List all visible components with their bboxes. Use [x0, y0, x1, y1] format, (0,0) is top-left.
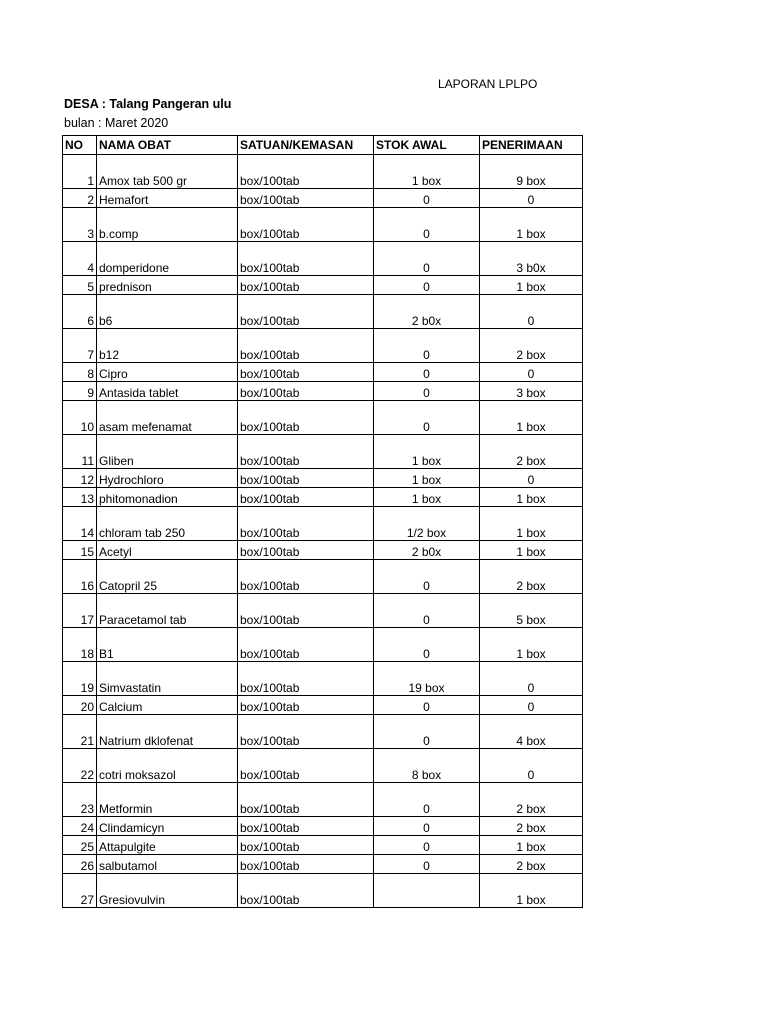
cell-satuan: box/100tab — [238, 488, 374, 507]
cell-satuan: box/100tab — [238, 435, 374, 469]
table-row — [63, 295, 583, 329]
cell-stok-awal: 0 — [374, 783, 480, 817]
cell-penerimaan: 1 box — [480, 541, 583, 560]
cell-stok-awal — [374, 874, 480, 908]
cell-no: 18 — [63, 628, 97, 662]
cell-no: 27 — [63, 874, 97, 908]
cell-satuan: box/100tab — [238, 189, 374, 208]
cell-no: 8 — [63, 363, 97, 382]
cell-penerimaan: 1 box — [480, 488, 583, 507]
cell-penerimaan: 1 box — [480, 401, 583, 435]
cell-nama-obat: Antasida tablet — [97, 382, 238, 401]
cell-no: 9 — [63, 382, 97, 401]
cell-satuan: box/100tab — [238, 874, 374, 908]
cell-nama-obat: b12 — [97, 329, 238, 363]
cell-stok-awal: 0 — [374, 560, 480, 594]
cell-nama-obat: Calcium — [97, 696, 238, 715]
table-row — [63, 817, 583, 836]
cell-penerimaan: 0 — [480, 189, 583, 208]
table-row — [63, 749, 583, 783]
cell-stok-awal: 0 — [374, 855, 480, 874]
cell-nama-obat: B1 — [97, 628, 238, 662]
cell-penerimaan: 1 box — [480, 507, 583, 541]
column-header-penerimaan: PENERIMAAN — [480, 136, 583, 155]
cell-nama-obat: prednison — [97, 276, 238, 295]
cell-stok-awal: 0 — [374, 715, 480, 749]
cell-penerimaan: 0 — [480, 749, 583, 783]
cell-satuan: box/100tab — [238, 749, 374, 783]
cell-satuan: box/100tab — [238, 208, 374, 242]
cell-satuan: box/100tab — [238, 276, 374, 295]
cell-stok-awal: 0 — [374, 363, 480, 382]
cell-satuan: box/100tab — [238, 155, 374, 189]
table-row — [63, 469, 583, 488]
table-row — [63, 382, 583, 401]
cell-nama-obat: Natrium dklofenat — [97, 715, 238, 749]
cell-stok-awal: 0 — [374, 836, 480, 855]
cell-nama-obat: Simvastatin — [97, 662, 238, 696]
column-header-satuan: SATUAN/KEMASAN — [238, 136, 374, 155]
cell-penerimaan: 1 box — [480, 208, 583, 242]
cell-penerimaan: 0 — [480, 696, 583, 715]
cell-stok-awal: 0 — [374, 208, 480, 242]
table-header-row — [63, 136, 583, 155]
cell-nama-obat: Hydrochloro — [97, 469, 238, 488]
cell-no: 1 — [63, 155, 97, 189]
cell-no: 11 — [63, 435, 97, 469]
column-header-nama-obat: NAMA OBAT — [97, 136, 238, 155]
cell-no: 5 — [63, 276, 97, 295]
cell-no: 4 — [63, 242, 97, 276]
table-row — [63, 363, 583, 382]
table-row — [63, 488, 583, 507]
cell-stok-awal: 0 — [374, 329, 480, 363]
cell-stok-awal: 1 box — [374, 435, 480, 469]
cell-nama-obat: chloram tab 250 — [97, 507, 238, 541]
cell-penerimaan: 2 box — [480, 435, 583, 469]
table-row — [63, 242, 583, 276]
cell-satuan: box/100tab — [238, 594, 374, 628]
cell-nama-obat: cotri moksazol — [97, 749, 238, 783]
cell-no: 6 — [63, 295, 97, 329]
table-row — [63, 541, 583, 560]
cell-no: 24 — [63, 817, 97, 836]
cell-nama-obat: Attapulgite — [97, 836, 238, 855]
cell-penerimaan: 1 box — [480, 628, 583, 662]
table-row — [63, 329, 583, 363]
cell-penerimaan: 2 box — [480, 817, 583, 836]
cell-penerimaan: 3 b0x — [480, 242, 583, 276]
table-row — [63, 507, 583, 541]
cell-nama-obat: Clindamicyn — [97, 817, 238, 836]
cell-nama-obat: b6 — [97, 295, 238, 329]
cell-stok-awal: 0 — [374, 628, 480, 662]
cell-nama-obat: domperidone — [97, 242, 238, 276]
cell-penerimaan: 1 box — [480, 874, 583, 908]
cell-penerimaan: 9 box — [480, 155, 583, 189]
cell-stok-awal: 0 — [374, 594, 480, 628]
cell-satuan: box/100tab — [238, 628, 374, 662]
cell-penerimaan: 2 box — [480, 560, 583, 594]
cell-nama-obat: phitomonadion — [97, 488, 238, 507]
cell-penerimaan: 4 box — [480, 715, 583, 749]
cell-stok-awal: 1/2 box — [374, 507, 480, 541]
cell-satuan: box/100tab — [238, 401, 374, 435]
cell-penerimaan: 2 box — [480, 855, 583, 874]
cell-nama-obat: salbutamol — [97, 855, 238, 874]
cell-nama-obat: asam mefenamat — [97, 401, 238, 435]
table-row — [63, 435, 583, 469]
cell-satuan: box/100tab — [238, 836, 374, 855]
cell-satuan: box/100tab — [238, 295, 374, 329]
table-row — [63, 276, 583, 295]
cell-nama-obat: Gliben — [97, 435, 238, 469]
table-row — [63, 594, 583, 628]
cell-no: 3 — [63, 208, 97, 242]
cell-penerimaan: 2 box — [480, 783, 583, 817]
column-header-no: NO — [63, 136, 97, 155]
table-row — [63, 208, 583, 242]
cell-nama-obat: Hemafort — [97, 189, 238, 208]
cell-nama-obat: Paracetamol tab — [97, 594, 238, 628]
cell-no: 17 — [63, 594, 97, 628]
column-header-stok-awal: STOK AWAL — [374, 136, 480, 155]
month-label: bulan : Maret 2020 — [64, 116, 169, 130]
cell-satuan: box/100tab — [238, 507, 374, 541]
cell-no: 7 — [63, 329, 97, 363]
cell-penerimaan: 2 box — [480, 329, 583, 363]
cell-satuan: box/100tab — [238, 329, 374, 363]
cell-penerimaan: 0 — [480, 363, 583, 382]
table-row — [63, 155, 583, 189]
cell-stok-awal: 0 — [374, 696, 480, 715]
cell-satuan: box/100tab — [238, 541, 374, 560]
cell-stok-awal: 19 box — [374, 662, 480, 696]
cell-nama-obat: Cipro — [97, 363, 238, 382]
cell-nama-obat: Acetyl — [97, 541, 238, 560]
table-row — [63, 696, 583, 715]
cell-no: 20 — [63, 696, 97, 715]
report-title: LAPORAN LPLPO — [438, 77, 538, 91]
cell-satuan: box/100tab — [238, 469, 374, 488]
cell-stok-awal: 0 — [374, 276, 480, 295]
cell-satuan: box/100tab — [238, 560, 374, 594]
cell-no: 13 — [63, 488, 97, 507]
cell-no: 15 — [63, 541, 97, 560]
cell-stok-awal: 1 box — [374, 488, 480, 507]
cell-stok-awal: 2 b0x — [374, 541, 480, 560]
table-row — [63, 783, 583, 817]
table-row — [63, 836, 583, 855]
cell-stok-awal: 0 — [374, 382, 480, 401]
cell-no: 19 — [63, 662, 97, 696]
cell-no: 16 — [63, 560, 97, 594]
cell-satuan: box/100tab — [238, 662, 374, 696]
cell-satuan: box/100tab — [238, 783, 374, 817]
cell-stok-awal: 0 — [374, 817, 480, 836]
cell-nama-obat: Catopril 25 — [97, 560, 238, 594]
cell-penerimaan: 0 — [480, 469, 583, 488]
cell-penerimaan: 5 box — [480, 594, 583, 628]
cell-no: 2 — [63, 189, 97, 208]
cell-satuan: box/100tab — [238, 242, 374, 276]
cell-penerimaan: 1 box — [480, 276, 583, 295]
table-row — [63, 715, 583, 749]
cell-stok-awal: 8 box — [374, 749, 480, 783]
cell-stok-awal: 1 box — [374, 469, 480, 488]
cell-satuan: box/100tab — [238, 382, 374, 401]
table-row — [63, 401, 583, 435]
cell-penerimaan: 3 box — [480, 382, 583, 401]
cell-stok-awal: 1 box — [374, 155, 480, 189]
table-row — [63, 662, 583, 696]
table-row — [63, 628, 583, 662]
village-label: DESA : Talang Pangeran ulu — [64, 97, 232, 111]
table-row — [63, 855, 583, 874]
cell-no: 22 — [63, 749, 97, 783]
cell-satuan: box/100tab — [238, 696, 374, 715]
cell-nama-obat: b.comp — [97, 208, 238, 242]
cell-satuan: box/100tab — [238, 363, 374, 382]
table-row — [63, 874, 583, 908]
cell-penerimaan: 1 box — [480, 836, 583, 855]
cell-stok-awal: 2 b0x — [374, 295, 480, 329]
cell-satuan: box/100tab — [238, 817, 374, 836]
cell-no: 21 — [63, 715, 97, 749]
cell-stok-awal: 0 — [374, 189, 480, 208]
cell-no: 26 — [63, 855, 97, 874]
table-row — [63, 189, 583, 208]
cell-nama-obat: Gresiovulvin — [97, 874, 238, 908]
cell-stok-awal: 0 — [374, 242, 480, 276]
medicine-report-table — [62, 135, 583, 908]
cell-no: 25 — [63, 836, 97, 855]
cell-satuan: box/100tab — [238, 855, 374, 874]
cell-no: 23 — [63, 783, 97, 817]
cell-nama-obat: Amox tab 500 gr — [97, 155, 238, 189]
cell-nama-obat: Metformin — [97, 783, 238, 817]
cell-no: 10 — [63, 401, 97, 435]
cell-satuan: box/100tab — [238, 715, 374, 749]
cell-penerimaan: 0 — [480, 295, 583, 329]
table-row — [63, 560, 583, 594]
cell-stok-awal: 0 — [374, 401, 480, 435]
cell-no: 12 — [63, 469, 97, 488]
cell-penerimaan: 0 — [480, 662, 583, 696]
cell-no: 14 — [63, 507, 97, 541]
